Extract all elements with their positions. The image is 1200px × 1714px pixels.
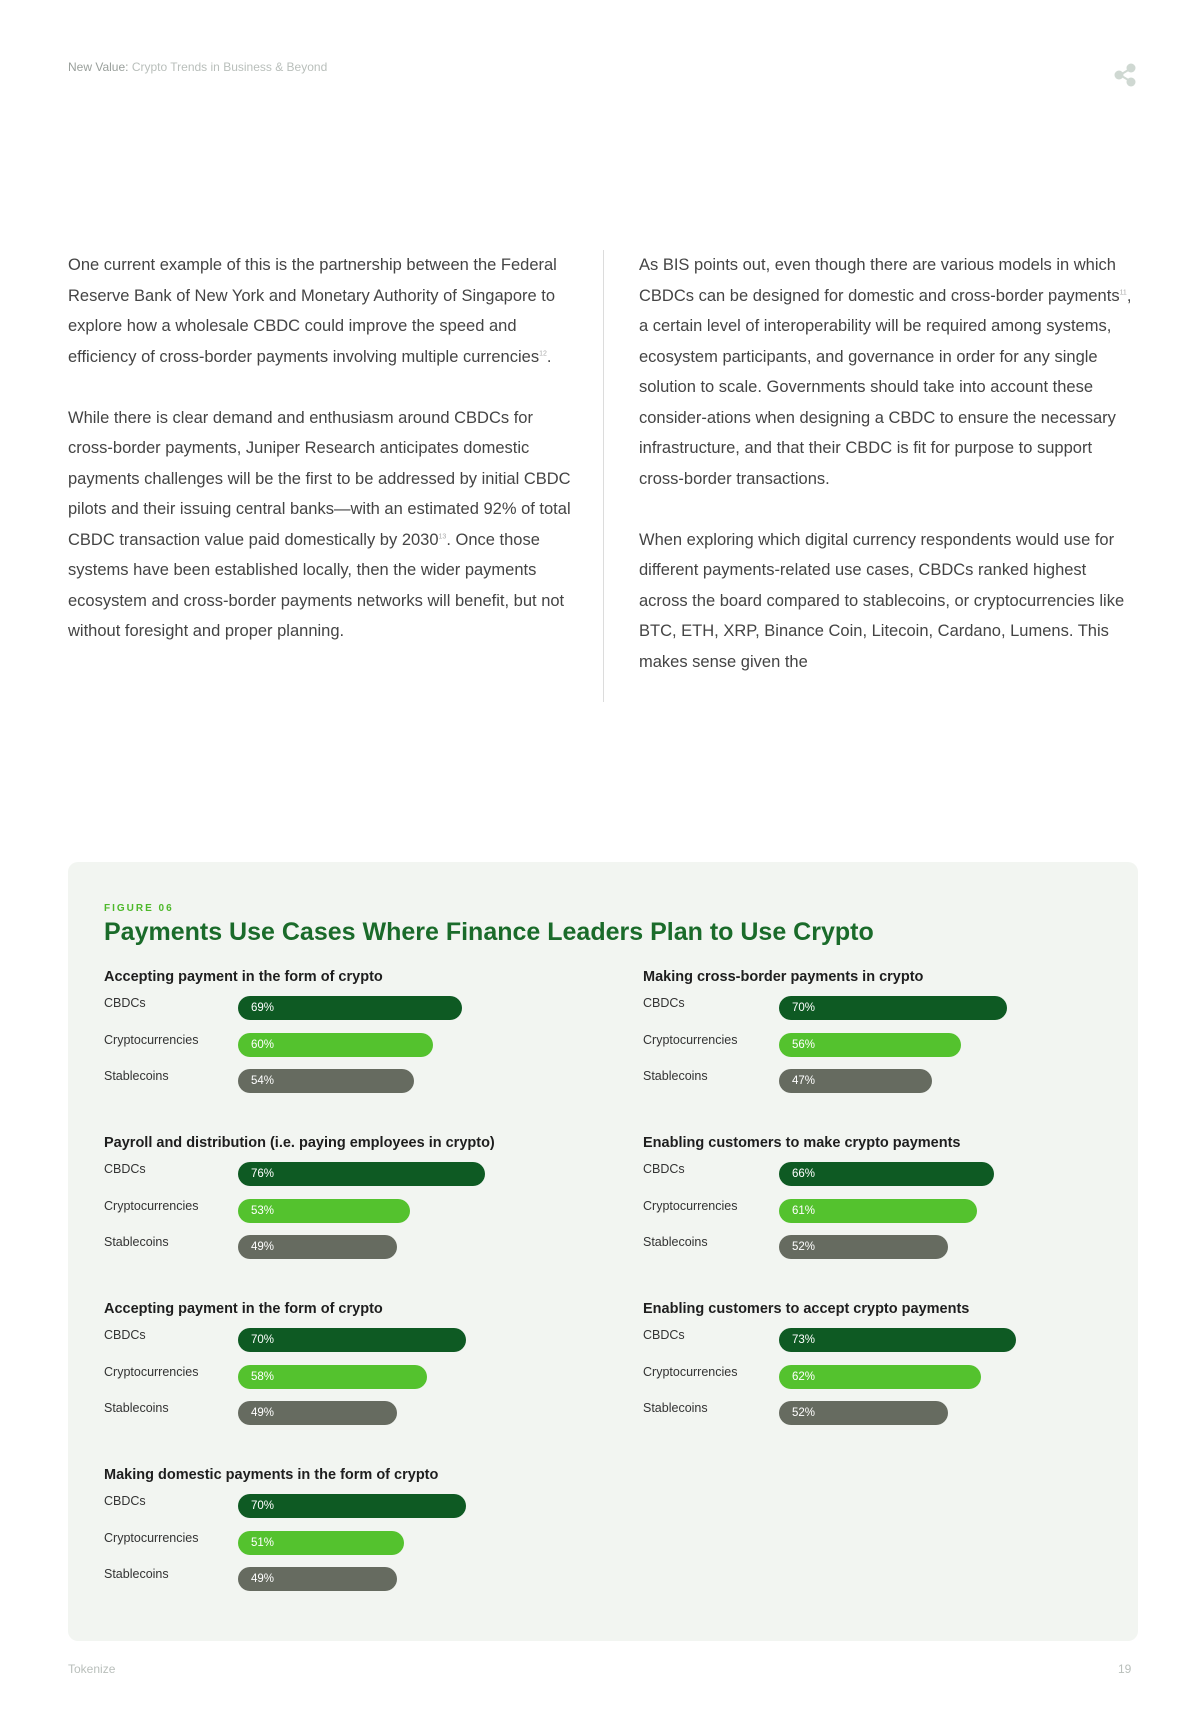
series-label: CBDCs [643, 1162, 685, 1176]
paragraph [639, 250, 1139, 494]
chart-group-title: Accepting payment in the form of crypto [104, 1301, 383, 1317]
bar-value-label: 52% [792, 1241, 816, 1253]
page-number: 19 [1118, 1662, 1132, 1676]
chart-row [104, 1191, 624, 1228]
chart-row [104, 1523, 624, 1560]
bar [238, 1162, 485, 1186]
bar-value-label: 58% [251, 1370, 275, 1383]
chart-row [104, 988, 624, 1025]
bar-value-label: 49% [251, 1573, 275, 1585]
chart-row [104, 1154, 624, 1191]
chart-row [643, 1227, 1163, 1264]
chart-group-title: Enabling customers to accept crypto payments [643, 1301, 970, 1317]
bar-value-label: 52% [792, 1407, 816, 1419]
chart-group-title: Making domestic payments in the form of crypto [104, 1467, 439, 1483]
series-label: Stablecoins [104, 1069, 169, 1083]
bar-value-label: 60% [251, 1038, 275, 1051]
chart-group [643, 1132, 1163, 1264]
running-header [68, 60, 327, 74]
chart-row [643, 1320, 1163, 1357]
bar [238, 996, 462, 1020]
series-label: Cryptocurrencies [104, 1530, 199, 1545]
bar [238, 1328, 466, 1352]
chart-row [104, 1559, 624, 1596]
publication-name: New Value: [68, 60, 129, 74]
chart-row [643, 1191, 1163, 1228]
bar-value-label: 54% [251, 1075, 275, 1087]
chart-row [643, 1154, 1163, 1191]
chart-row [643, 988, 1163, 1025]
bar [238, 1567, 397, 1591]
body-column-right [639, 250, 1139, 708]
figure-title: Payments Use Cases Where Finance Leaders Plan to Use Crypto [104, 918, 874, 946]
series-label: CBDCs [643, 1328, 685, 1342]
paragraph-text: , a certain level of interoperability will be required among systems, ecosystem participants, and governance in order for any single solution to scale. Governments should take into account these consider-ations when designing a CBDC to ensure the necessary infrastructure, and that their CBDC is fit for purpose to support cross-border transactions. [639, 286, 1132, 488]
bar-value-label: 61% [792, 1204, 816, 1217]
bar-value-label: 53% [251, 1204, 275, 1217]
bar [779, 1199, 977, 1223]
series-label: Cryptocurrencies [643, 1198, 738, 1213]
chart-group-title: Payroll and distribution (i.e. paying employees in crypto) [104, 1135, 495, 1151]
bar [779, 1162, 994, 1186]
chart-group-title: Making cross-border payments in crypto [643, 969, 924, 985]
bar-value-label: 47% [792, 1075, 816, 1087]
bar-value-label: 56% [792, 1038, 816, 1051]
series-label: CBDCs [104, 996, 146, 1010]
footnote-ref[interactable]: 13 [438, 533, 447, 540]
paragraph [639, 525, 1139, 678]
bar [779, 1069, 932, 1093]
chart-row [104, 1357, 624, 1394]
bar [779, 1365, 981, 1389]
paragraph [68, 403, 573, 647]
chart-group-title: Accepting payment in the form of crypto [104, 969, 383, 985]
chart-row [104, 1486, 624, 1523]
series-label: Stablecoins [104, 1401, 169, 1415]
bar-value-label: 73% [792, 1334, 816, 1346]
bar [238, 1365, 427, 1389]
bar-value-label: 76% [251, 1168, 275, 1180]
bar [238, 1494, 466, 1518]
bar [779, 1033, 961, 1057]
footnote-ref[interactable]: 11 [1119, 289, 1127, 296]
bar-value-label: 51% [251, 1536, 275, 1549]
bar [779, 1401, 948, 1425]
publication-subtitle: Crypto Trends in Business & Beyond [128, 60, 328, 74]
bar-value-label: 70% [251, 1500, 275, 1512]
bar [238, 1033, 433, 1057]
series-label: Stablecoins [643, 1235, 708, 1249]
bar [238, 1199, 410, 1223]
series-label: Cryptocurrencies [643, 1364, 738, 1379]
bar [779, 1328, 1016, 1352]
figure-label: FIGURE 06 [104, 903, 174, 914]
chart-group [643, 966, 1163, 1098]
series-label: Cryptocurrencies [104, 1364, 199, 1379]
paragraph-text: While there is clear demand and enthusiasm around CBDCs for cross-border payments, Juniper Research anticipates domestic payments challenges will be the first to be addressed by initial CBDC pilots and their issuing central banks—with an estimated 92% of total CBDC transaction value paid domestically by 2030 [68, 408, 571, 549]
bar-value-label: 70% [251, 1334, 275, 1346]
chart-row [104, 1025, 624, 1062]
bar [238, 1531, 404, 1555]
footer-brand: Tokenize [68, 1662, 116, 1676]
share-icon[interactable] [1112, 62, 1138, 88]
series-label: Stablecoins [643, 1401, 708, 1415]
chart-row [643, 1061, 1163, 1098]
paragraph-text: . [546, 347, 552, 366]
chart-group-title: Enabling customers to make crypto payments [643, 1135, 961, 1151]
chart-group [104, 1298, 624, 1430]
series-label: Cryptocurrencies [643, 1032, 738, 1047]
body-column-left [68, 250, 573, 677]
footnote-ref[interactable]: 12 [539, 350, 547, 357]
chart-group [104, 966, 624, 1098]
chart-group [643, 1298, 1163, 1430]
series-label: CBDCs [104, 1494, 146, 1508]
series-label: Cryptocurrencies [104, 1032, 199, 1047]
paragraph-text: One current example of this is the partnership between the Federal Reserve Bank of New York and Monetary Authority of Singapore to explore how a wholesale CBDC could improve the speed and efficiency of cross-border payments involving multiple currencies [68, 256, 557, 366]
series-label: Stablecoins [104, 1567, 169, 1581]
bar-value-label: 66% [792, 1168, 816, 1180]
paragraph-text: . Once those systems have been established locally, then the wider payments ecosystem and cross-border payments networks will benefit, but not without foresight and proper planning. [68, 530, 565, 640]
bar [238, 1069, 414, 1093]
chart-row [643, 1025, 1163, 1062]
bar-value-label: 49% [251, 1407, 275, 1419]
bar-value-label: 49% [251, 1241, 275, 1253]
series-label: CBDCs [643, 996, 685, 1010]
chart-row [104, 1320, 624, 1357]
bar [238, 1235, 397, 1259]
bar-value-label: 62% [792, 1370, 816, 1383]
chart-row [643, 1393, 1163, 1430]
series-label: CBDCs [104, 1328, 146, 1342]
paragraph-text: As BIS points out, even though there are various models in which CBDCs can be designed for domestic and cross-border payments [639, 256, 1120, 305]
series-label: Cryptocurrencies [104, 1198, 199, 1213]
bar-value-label: 70% [792, 1002, 816, 1014]
bar-value-label: 69% [251, 1002, 275, 1014]
chart-row [104, 1227, 624, 1264]
column-divider [603, 250, 604, 702]
series-label: Stablecoins [643, 1069, 708, 1083]
bar [238, 1401, 397, 1425]
chart-row [643, 1357, 1163, 1394]
series-label: CBDCs [104, 1162, 146, 1176]
chart-row [104, 1061, 624, 1098]
chart-group [104, 1132, 624, 1264]
bar [779, 996, 1007, 1020]
paragraph-text: When exploring which digital currency respondents would use for different payments-related use cases, CBDCs ranked highest across the board compared to stablecoins, or cryptocurrencies like BTC, ETH, XRP, Binance Coin, Litecoin, Cardano, Lumens. This makes sense given the [639, 530, 1125, 671]
bar [779, 1235, 948, 1259]
series-label: Stablecoins [104, 1235, 169, 1249]
paragraph [68, 250, 573, 372]
chart-row [104, 1393, 624, 1430]
chart-group [104, 1464, 624, 1596]
